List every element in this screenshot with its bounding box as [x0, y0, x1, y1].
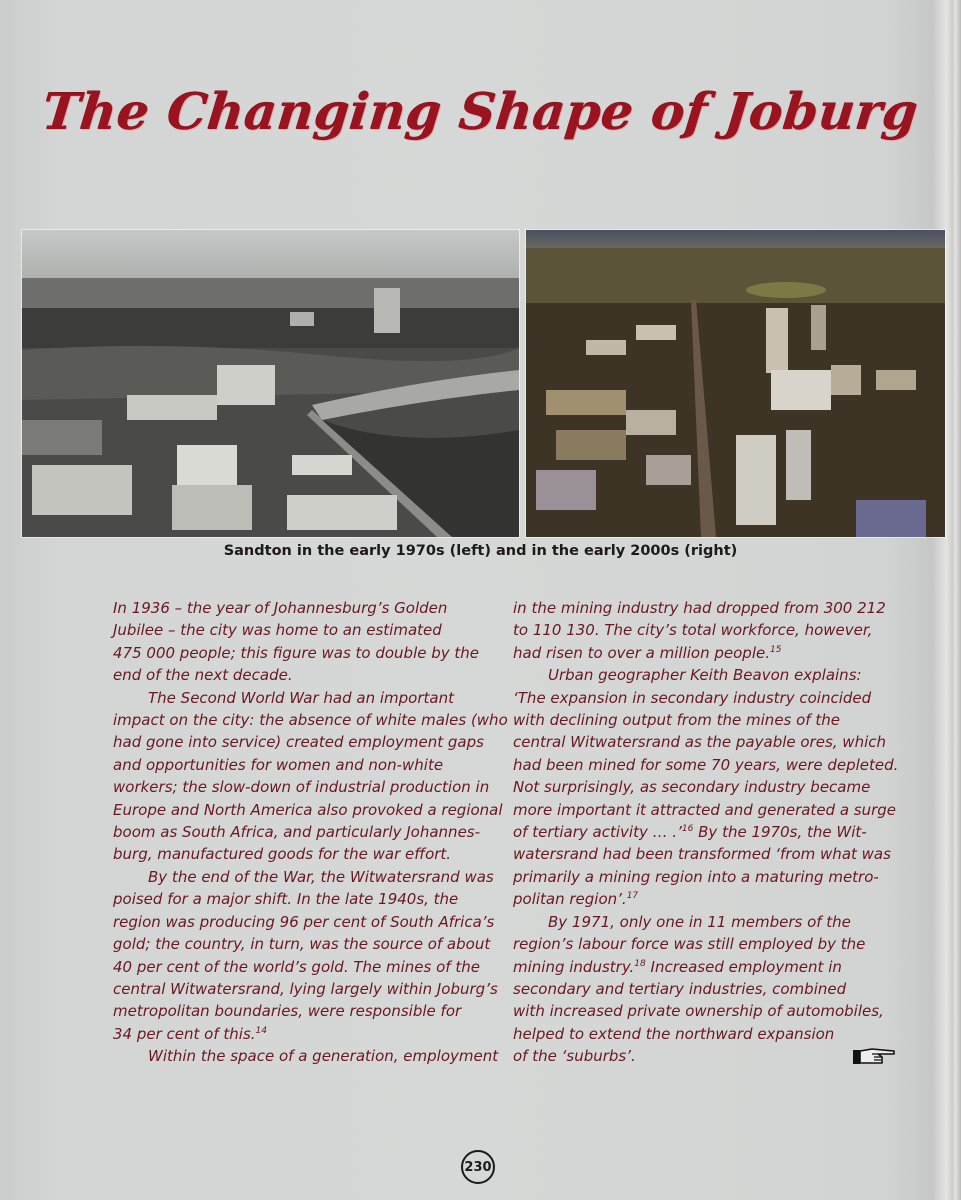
- text-line: and opportunities for women and non-white: [113, 755, 444, 774]
- text-line: of the ‘suburbs’.: [513, 1047, 636, 1066]
- text-line: with increased private ownership of automobiles,: [513, 1002, 884, 1021]
- text-line: The Second World War had an important: [148, 688, 454, 707]
- page-gutter-shadow: [947, 0, 961, 1200]
- text-line: region was producing 96 per cent of South Africa’s: [113, 912, 495, 931]
- text-line: [513, 888, 913, 910]
- text-column-left: [113, 597, 508, 1068]
- text-fragment: of tertiary activity … .’: [513, 823, 682, 842]
- text-line: [513, 956, 913, 978]
- text-line: impact on the city: the absence of white males (who: [113, 711, 508, 730]
- text-line: primarily a mining region into a maturing metro-: [513, 867, 879, 886]
- text-line: workers; the slow-down of industrial production in: [113, 778, 490, 797]
- text-line: secondary and tertiary industries, combined: [513, 979, 847, 998]
- aerial-photo-colour: [526, 230, 945, 537]
- text-fragment: mining industry.: [513, 957, 635, 976]
- page-title: The Changing Shape of Joburg: [39, 82, 922, 141]
- text-line: watersrand had been transformed ‘from what was: [513, 845, 891, 864]
- text-line: region’s labour force was still employed by the: [513, 935, 866, 954]
- footnote-ref-18: 18: [634, 958, 646, 969]
- text-line: helped to extend the northward expansion: [513, 1024, 835, 1043]
- photo-sandton-1970s: [22, 230, 519, 537]
- text-line: gold; the country, in turn, was the source of about: [113, 935, 491, 954]
- text-line: to 110 130. The city’s total workforce, however,: [513, 621, 873, 640]
- text-line: central Witwatersrand, lying largely within Joburg’s: [113, 979, 498, 998]
- page-number: 230: [461, 1150, 495, 1184]
- text-fragment: 34 per cent of this.: [113, 1024, 256, 1043]
- footnote-ref-14: 14: [255, 1025, 267, 1036]
- text-line: Jubilee – the city was home to an estimated: [113, 621, 442, 640]
- text-line: ‘The expansion in secondary industry coincided: [513, 688, 872, 707]
- text-line: [513, 642, 913, 664]
- text-line: more important it attracted and generated a surge: [513, 800, 897, 819]
- footnote-ref-16: 16: [681, 824, 694, 835]
- text-line: [113, 1023, 498, 1045]
- text-fragment: Increased employment in: [645, 957, 842, 976]
- text-line: Europe and North America also provoked a regional: [113, 800, 503, 819]
- footnote-ref-17: 17: [626, 891, 639, 902]
- text-line: By the end of the War, the Witwatersrand was: [148, 867, 494, 886]
- text-fragment: politan region’.: [513, 890, 627, 909]
- text-line: Within the space of a generation, employment: [148, 1047, 499, 1066]
- footnote-ref-15: 15: [770, 644, 782, 655]
- text-line: had been mined for some 70 years, were depleted.: [513, 755, 899, 774]
- text-line: had gone into service) created employment gaps: [113, 733, 484, 752]
- text-line: central Witwatersrand as the payable ores, which: [513, 733, 886, 752]
- text-fragment: By the 1970s, the Wit-: [693, 823, 867, 842]
- text-fragment: had risen to over a million people.: [513, 643, 770, 662]
- text-line: burg, manufactured goods for the war effort.: [113, 845, 452, 864]
- photo-sandton-2000s: [526, 230, 945, 537]
- aerial-photo-bw: [22, 230, 519, 537]
- text-column-right: [513, 597, 913, 1068]
- text-line: In 1936 – the year of Johannesburg’s Golden: [113, 599, 448, 617]
- text-line: 475 000 people; this figure was to double by the: [113, 643, 480, 662]
- photo-caption: Sandton in the early 1970s (left) and in the early 2000s (right): [223, 543, 738, 559]
- text-line: metropolitan boundaries, were responsible for: [113, 1002, 462, 1021]
- text-line: Not surprisingly, as secondary industry became: [513, 778, 871, 797]
- text-line: end of the next decade.: [113, 666, 293, 685]
- text-line: with declining output from the mines of the: [513, 711, 840, 730]
- pointing-hand-icon: [852, 1045, 896, 1067]
- text-line: boom as South Africa, and particularly Johannes-: [113, 823, 481, 842]
- text-line: 40 per cent of the world’s gold. The mines of the: [113, 957, 480, 976]
- text-line: in the mining industry had dropped from 300 212: [513, 599, 886, 617]
- text-line: Urban geographer Keith Beavon explains:: [548, 666, 862, 685]
- text-line: By 1971, only one in 11 members of the: [548, 912, 851, 931]
- text-line: [513, 821, 913, 843]
- text-line: poised for a major shift. In the late 1940s, the: [113, 890, 459, 909]
